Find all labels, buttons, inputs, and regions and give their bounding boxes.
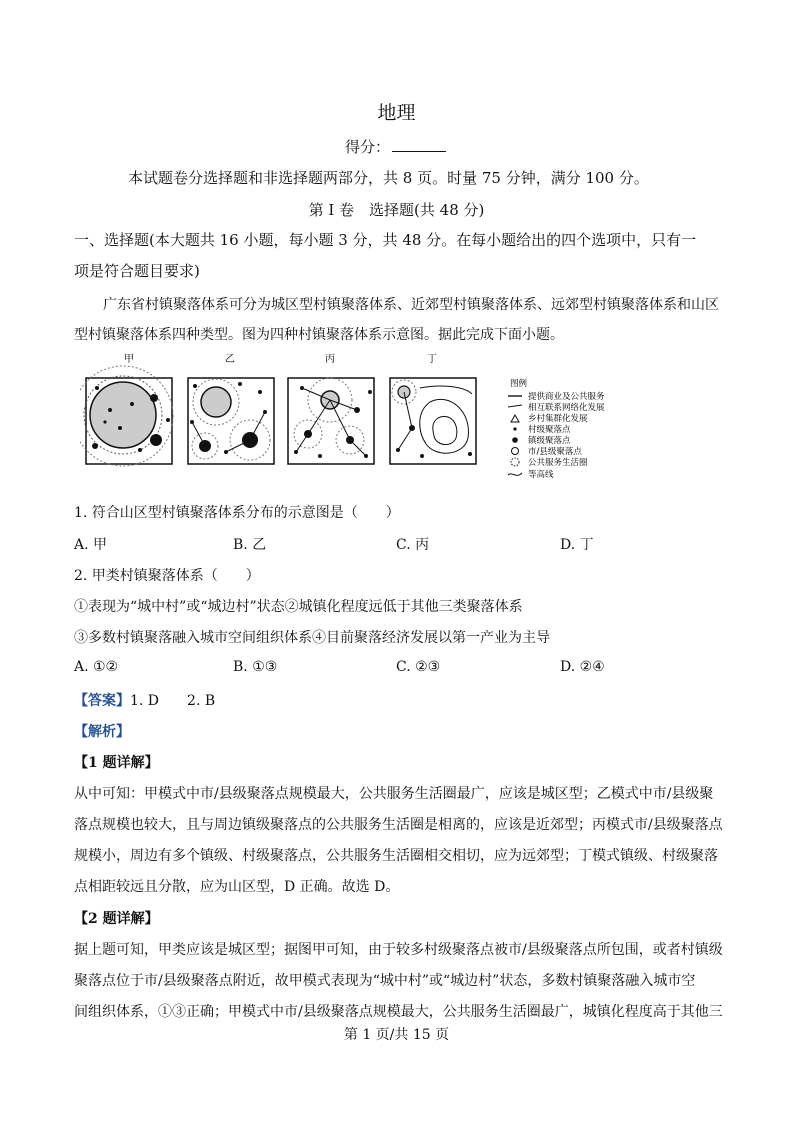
detail-1-line-4: 点相距较远且分散，应为山区型，D 正确。故选 D。 <box>74 879 400 895</box>
answer-line <box>74 690 215 710</box>
panel-label-bing: 丙 <box>325 354 335 365</box>
instruction-line-1: 一、选择题(本大题共 16 小题，每小题 3 分，共 48 分。在每小题给出的四个选项中，只有一 <box>74 231 697 249</box>
exam-info: 本试题卷分选择题和非选择题两部分，共 8 页。时量 75 分钟，满分 100 分。 <box>128 169 649 187</box>
detail-1-label: 【1 题详解】 <box>74 755 159 771</box>
score-blank <box>392 137 446 152</box>
panel-label-ding: 丁 <box>427 354 437 365</box>
page-footer: 第 1 页/共 15 页 <box>343 1027 450 1043</box>
settlement-diagram <box>80 352 640 492</box>
page-title: 地理 <box>377 102 416 124</box>
panel-label-yi: 乙 <box>225 354 235 365</box>
instruction-line-2: 项是符合题目要求) <box>74 262 200 280</box>
settlement-figure <box>80 352 640 492</box>
analysis-label: 【解析】 <box>74 724 130 740</box>
legend-city: 市/县级聚落点 <box>528 447 582 457</box>
q2-option-a[interactable]: A. ①② <box>74 659 119 675</box>
detail-1-line-2: 落点规模也较大，且与周边镇级聚落点的公共服务生活圈是相离的，应该是近郊型；丙模式市/县级聚落点 <box>74 817 723 833</box>
legend-cluster: 乡村集群化发展 <box>528 414 588 424</box>
detail-1-line-3: 规模小，周边有多个镇级、村级聚落点，公共服务生活圈相交相切，应为远郊型；丁模式镇级、村级聚落 <box>74 848 718 864</box>
q1-option-d[interactable]: D. 丁 <box>560 537 594 553</box>
panel-ding <box>390 378 476 464</box>
q2-statement-2: ③多数村镇聚落融入城市空间组织体系④目前聚落经济发展以第一产业为主导 <box>74 630 550 646</box>
detail-1-line-1: 从中可知：甲模式中市/县级聚落点规模最大，公共服务生活圈最广，应该是城区型；乙模式中市/县级聚 <box>74 786 714 802</box>
answer-label: 【答案】 <box>74 693 130 709</box>
detail-2-line-2: 聚落点位于市/县级聚落点附近，故甲模式表现为“城中村”或“城边村”状态，多数村镇聚落融入城市空 <box>74 973 696 989</box>
panel-yi <box>188 378 274 464</box>
legend-contour: 等高线 <box>528 470 554 480</box>
q2-stem: 2. 甲类村镇聚落体系（ ） <box>74 568 260 584</box>
figure-legend <box>508 378 605 480</box>
detail-2-line-3: 间组织体系，①③正确；甲模式中市/县级聚落点规模最大，公共服务生活圈最广，城镇化程度高于其他三 <box>74 1004 723 1020</box>
score-label: 得分： <box>345 138 391 156</box>
q1-option-a[interactable]: A. 甲 <box>74 537 108 553</box>
q1-option-b[interactable]: B. 乙 <box>233 537 267 553</box>
q1-stem: 1. 符合山区型村镇聚落体系分布的示意图是（ ） <box>74 505 400 521</box>
legend-village: 村级聚落点 <box>528 425 571 435</box>
legend-service-circle: 公共服务生活圈 <box>528 458 588 468</box>
legend-town: 镇级聚落点 <box>528 436 571 446</box>
q2-option-d[interactable]: D. ②④ <box>560 659 605 675</box>
q2-option-c[interactable]: C. ②③ <box>396 659 441 675</box>
legend-commerce: 提供商业及公共服务 <box>528 392 605 402</box>
passage-line-1: 广东省村镇聚落体系可分为城区型村镇聚落体系、近郊型村镇聚落体系、远郊型村镇聚落体系和山区 <box>103 297 719 313</box>
section-title: 第 I 卷 选择题(共 48 分) <box>308 201 485 219</box>
panel-label-jia: 甲 <box>124 354 134 365</box>
detail-2-label: 【2 题详解】 <box>74 911 159 927</box>
legend-title: 图例 <box>510 379 528 389</box>
q1-option-c[interactable]: C. 丙 <box>396 537 430 553</box>
panel-bing <box>288 378 374 464</box>
passage-line-2: 型村镇聚落体系四种类型。图为四种村镇聚落体系示意图。据此完成下面小题。 <box>74 327 564 343</box>
q2-statement-1: ①表现为“城中村”或“城边村”状态②城镇化程度远低于其他三类聚落体系 <box>74 599 523 615</box>
legend-network: 相互联系网络化发展 <box>528 403 605 413</box>
panel-jia <box>80 366 173 466</box>
score-field <box>345 136 446 157</box>
q2-option-b[interactable]: B. ①③ <box>233 659 278 675</box>
answer-text: 1. D 2. B <box>130 693 216 709</box>
detail-2-line-1: 据上题可知，甲类应该是城区型；据图甲可知，由于较多村级聚落点被市/县级聚落点所包围，或者村镇级 <box>74 942 723 958</box>
